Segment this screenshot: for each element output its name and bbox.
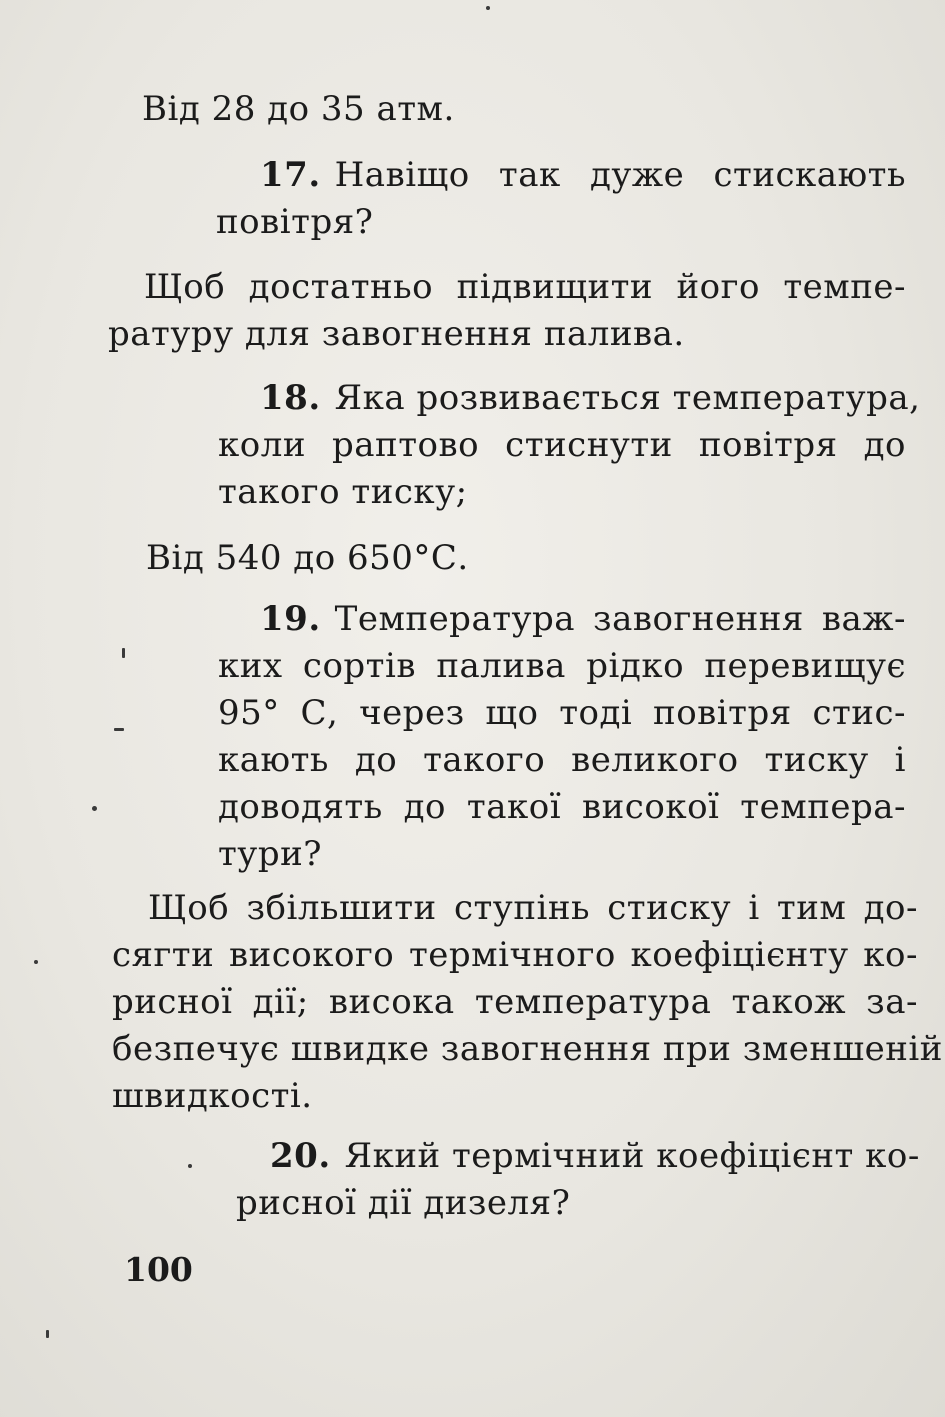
question-19-line-6: тури? xyxy=(218,834,322,874)
question-20 xyxy=(236,1133,920,1227)
question-18 xyxy=(218,375,921,516)
paper-speck xyxy=(486,6,490,10)
question-18-line-3: такого тиску; xyxy=(218,472,468,512)
paper-speck xyxy=(46,1330,49,1338)
answer-18-text: Від 540 до 650°С. xyxy=(146,538,469,578)
question-20-text-1: Який термічний коефіцієнт ко- xyxy=(344,1136,920,1176)
question-17-line-2: повітря? xyxy=(216,202,374,242)
question-20-number: 20. xyxy=(270,1136,331,1176)
answer-16 xyxy=(142,86,455,133)
answer-16-text: Від 28 до 35 атм. xyxy=(142,89,455,129)
answer-19-line-5: швидкості. xyxy=(112,1076,313,1116)
question-17 xyxy=(216,152,906,246)
answer-19-line-4: безпечує швидке завогнення при зменшеній xyxy=(112,1029,943,1069)
question-19-line-4: кають до такого великого тиску і xyxy=(218,740,906,780)
question-19-line-1 xyxy=(218,596,906,643)
paper-speck xyxy=(34,960,38,964)
question-19 xyxy=(218,596,906,878)
answer-17-line-1: Щоб достатньо підвищити його темпе- xyxy=(144,267,906,307)
answer-19-line-2: сягти високого термічного коефіцієнту ко- xyxy=(112,935,918,975)
answer-19 xyxy=(112,885,943,1120)
question-17-line-1 xyxy=(216,152,906,199)
question-18-line-1 xyxy=(218,375,921,422)
question-19-line-2: ких сортів палива рідко перевищує xyxy=(218,646,906,686)
paper-speck xyxy=(188,1164,192,1168)
paper-speck xyxy=(114,728,124,731)
question-20-line-2: рисної дії дизеля? xyxy=(236,1183,571,1223)
question-19-line-5: доводять до такої високої темпера- xyxy=(218,787,906,827)
question-18-line-2: коли раптово стиснути повітря до xyxy=(218,425,906,465)
question-20-line-1 xyxy=(236,1133,920,1180)
page-number: 100 xyxy=(124,1250,193,1289)
answer-19-line-3: рисної дії; висока температура також за- xyxy=(112,982,918,1022)
answer-19-line-1: Щоб збільшити ступінь стиску і тим до- xyxy=(148,888,918,928)
answer-18 xyxy=(146,535,469,582)
question-17-number: 17. xyxy=(260,155,321,195)
question-19-number: 19. xyxy=(260,599,321,639)
paper-speck xyxy=(122,648,125,658)
answer-17 xyxy=(108,264,906,358)
question-17-text-1: Навіщо так дуже стискають xyxy=(334,155,906,195)
question-19-line-3: 95° С, через що тоді повітря стис- xyxy=(218,693,906,733)
paper-speck xyxy=(92,806,97,811)
answer-17-line-2: ратуру для завогнення палива. xyxy=(108,314,685,354)
question-18-text-1: Яка розвивається температура, xyxy=(334,378,921,418)
question-19-text-1: Температура завогнення важ- xyxy=(334,599,906,639)
question-18-number: 18. xyxy=(260,378,321,418)
